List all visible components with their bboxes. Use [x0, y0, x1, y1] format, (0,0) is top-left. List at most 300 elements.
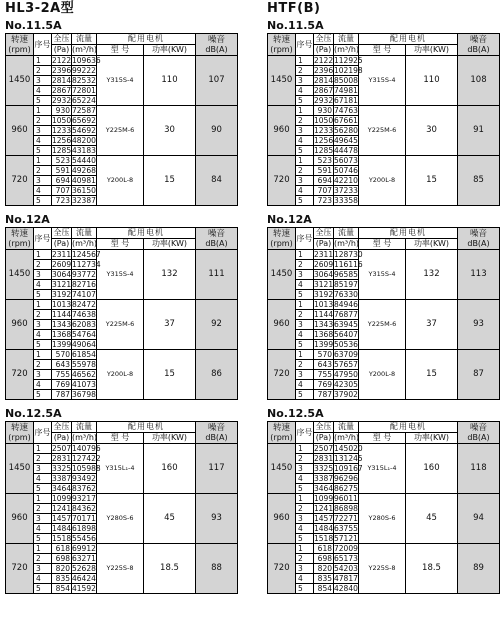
pressure-cell: 755 — [314, 370, 334, 380]
seq-cell: 2 — [296, 454, 314, 464]
rpm-cell: 960 — [6, 106, 34, 156]
pressure-cell: 820 — [314, 564, 334, 574]
flow-header: 流量 — [334, 228, 359, 239]
flow-cell: 140796 — [72, 444, 101, 453]
speed-label: 转速 — [10, 228, 28, 239]
noise-cell: 107 — [196, 56, 238, 106]
seq-cell: 3 — [296, 270, 314, 280]
pressure-cell: 570 — [52, 350, 72, 360]
pressure-cell: 523 — [314, 156, 334, 166]
seq-cell: 2 — [34, 454, 52, 464]
rpm-cell: 960 — [6, 494, 34, 544]
pressure-cell: 694 — [52, 176, 72, 186]
seq-cell: 3 — [296, 176, 314, 186]
flow-unit: (m³/h) — [334, 433, 360, 442]
pressure-cell: 1256 — [52, 136, 72, 145]
speed-label: 转速 — [272, 34, 290, 45]
flow-cell: 109636 — [72, 56, 101, 65]
flow-cell: 86898 — [334, 504, 358, 513]
pressure-cell: 1484 — [314, 524, 334, 533]
pressure-cell: 2311 — [52, 250, 72, 259]
pressure-cell: 3387 — [52, 474, 72, 483]
seq-cell: 2 — [296, 310, 314, 320]
pressure-cell: 570 — [314, 350, 334, 360]
rpm-cell: 720 — [6, 544, 34, 594]
seq-cell: 1 — [34, 156, 52, 166]
rpm-cell: 960 — [268, 300, 296, 350]
seq-cell: 5 — [296, 146, 314, 156]
pressure-cell: 3192 — [52, 290, 72, 299]
seq-cell: 5 — [34, 196, 52, 206]
motor-power-cell: 37 — [144, 300, 196, 350]
flow-cell: 65173 — [334, 554, 358, 563]
motor-group-header: 配用电机 — [97, 422, 196, 433]
rpm-cell: 1450 — [6, 250, 34, 300]
seq-cell: 2 — [296, 116, 314, 126]
pressure-unit: (Pa) — [314, 239, 334, 250]
motor-model-cell: Y315S-4 — [359, 56, 406, 106]
speed-label: 转速 — [10, 34, 28, 45]
speed-header — [268, 422, 296, 444]
seq-cell: 2 — [296, 360, 314, 370]
pressure-cell: 2396 — [52, 66, 72, 75]
motor-power-cell: 18.5 — [406, 544, 458, 594]
motor-power-cell: 37 — [406, 300, 458, 350]
flow-cell: 127422 — [72, 454, 101, 463]
pressure-header: 全压 — [53, 34, 70, 43]
flow-cell: 42840 — [334, 584, 358, 593]
noise-header — [458, 34, 500, 56]
speed-label: 转速 — [272, 422, 290, 433]
pressure-cell: 1343 — [314, 320, 334, 329]
pressure-cell: 3121 — [314, 280, 334, 289]
pressure-cell: 1256 — [314, 136, 334, 145]
pressure-cell: 723 — [314, 196, 334, 206]
performance-table — [5, 421, 238, 594]
performance-table — [5, 227, 238, 400]
pressure-cell: 2396 — [314, 66, 334, 75]
seq-cell: 3 — [296, 514, 314, 524]
table-row — [268, 56, 500, 66]
flow-cell: 49645 — [334, 136, 358, 145]
performance-table — [5, 33, 238, 206]
seq-cell: 3 — [296, 320, 314, 330]
motor-group-header: 配用电机 — [359, 34, 458, 45]
pressure-unit: (Pa) — [52, 45, 72, 56]
pressure-cell: 523 — [52, 156, 72, 166]
motor-power-cell: 160 — [406, 444, 458, 494]
motor-model-cell: Y225S-8 — [359, 544, 406, 594]
pressure-cell: 1233 — [52, 126, 72, 135]
noise-label: 噪音 — [469, 228, 487, 239]
header-row — [6, 34, 238, 45]
flow-cell: 74107 — [72, 290, 96, 299]
flow-cell: 36798 — [72, 390, 96, 399]
seq-cell: 5 — [34, 340, 52, 350]
noise-cell: 118 — [458, 444, 500, 494]
seq-cell: 2 — [296, 554, 314, 564]
flow-cell: 86275 — [334, 484, 358, 493]
motor-model-cell: Y315S-4 — [97, 56, 144, 106]
flow-cell: 56280 — [334, 126, 358, 135]
pressure-cell: 787 — [52, 390, 72, 400]
table-row — [268, 494, 500, 504]
table-row — [268, 250, 500, 260]
pressure-cell: 1457 — [314, 514, 334, 523]
seq-cell: 2 — [34, 66, 52, 76]
speed-unit: (rpm) — [8, 44, 31, 54]
speed-unit: (rpm) — [8, 238, 31, 248]
header-row — [6, 422, 238, 433]
pressure-cell: 591 — [52, 166, 72, 176]
pressure-cell: 2932 — [314, 96, 334, 105]
pressure-cell: 1241 — [52, 504, 72, 513]
motor-model-header: 型 号 — [359, 239, 406, 250]
pressure-cell: 1144 — [314, 310, 334, 319]
noise-cell: 108 — [458, 56, 500, 106]
flow-cell: 37233 — [334, 186, 358, 195]
rpm-cell: 720 — [6, 156, 34, 206]
pressure-unit: (Pa) — [314, 433, 334, 444]
pressure-cell: 854 — [314, 584, 334, 594]
table-row — [6, 544, 238, 554]
pressure-cell: 1343 — [52, 320, 72, 329]
section-title: No.11.5A — [267, 19, 324, 32]
flow-unit: (m³/h) — [334, 45, 360, 54]
pressure-cell: 3192 — [314, 290, 334, 299]
motor-power-cell: 132 — [144, 250, 196, 300]
flow-unit: (m³/h) — [72, 45, 98, 54]
motor-power-cell: 160 — [144, 444, 196, 494]
flow-cell: 70171 — [72, 514, 96, 523]
flow-cell: 32387 — [72, 196, 96, 205]
seq-cell: 1 — [296, 300, 314, 310]
flow-cell: 56407 — [334, 330, 358, 339]
flow-cell: 84362 — [72, 504, 96, 513]
seq-cell: 4 — [34, 380, 52, 390]
speed-label: 转速 — [272, 228, 290, 239]
flow-cell: 72009 — [334, 544, 358, 553]
table-row — [6, 350, 238, 360]
pressure-cell: 3325 — [52, 464, 72, 473]
noise-header — [196, 422, 238, 444]
motor-power-header: 功率(KW) — [406, 45, 458, 56]
flow-cell: 42305 — [334, 380, 358, 389]
seq-cell: 1 — [34, 250, 52, 260]
pressure-cell: 618 — [314, 544, 334, 554]
noise-label: 噪音 — [469, 422, 487, 433]
noise-cell: 93 — [196, 494, 238, 544]
flow-cell: 112734 — [72, 260, 101, 269]
flow-cell: 96296 — [334, 474, 358, 483]
table-row — [268, 444, 500, 454]
speed-header — [268, 34, 296, 56]
flow-header: 流量 — [72, 422, 97, 433]
seq-header: 序号 — [296, 228, 314, 250]
section-title: No.12A — [267, 213, 312, 226]
flow-cell: 48200 — [72, 136, 96, 145]
table-row — [6, 494, 238, 504]
flow-cell: 44478 — [334, 146, 358, 155]
motor-model-cell: Y225M-6 — [359, 106, 406, 156]
flow-cell: 96585 — [334, 270, 358, 279]
flow-cell: 50746 — [334, 166, 358, 175]
noise-cell: 91 — [458, 106, 500, 156]
flow-cell: 46562 — [72, 370, 96, 379]
seq-cell: 3 — [34, 76, 52, 86]
flow-cell: 76330 — [334, 290, 358, 299]
seq-cell: 3 — [296, 464, 314, 474]
seq-header: 序号 — [34, 422, 52, 444]
seq-cell: 1 — [296, 106, 314, 116]
seq-cell: 1 — [296, 494, 314, 504]
seq-cell: 5 — [34, 484, 52, 494]
rpm-cell: 1450 — [6, 56, 34, 106]
pressure-cell: 1099 — [52, 494, 72, 503]
seq-cell: 5 — [296, 290, 314, 300]
flow-cell: 112925 — [334, 56, 363, 65]
pressure-cell: 835 — [52, 574, 72, 584]
pressure-cell: 3325 — [314, 464, 334, 473]
flow-cell: 93217 — [72, 494, 96, 503]
noise-cell: 88 — [196, 544, 238, 594]
pressure-cell: 2311 — [314, 250, 334, 259]
motor-model-header: 型 号 — [97, 45, 144, 56]
flow-cell: 47817 — [334, 574, 358, 583]
pressure-cell: 2867 — [314, 86, 334, 95]
seq-cell: 3 — [34, 320, 52, 330]
table-row — [6, 444, 238, 454]
speed-unit: (rpm) — [270, 238, 293, 248]
rpm-cell: 960 — [268, 106, 296, 156]
motor-model-cell: Y315S-4 — [97, 250, 144, 300]
flow-cell: 65692 — [72, 116, 96, 125]
seq-cell: 3 — [34, 176, 52, 186]
seq-cell: 2 — [34, 260, 52, 270]
seq-cell: 1 — [34, 56, 52, 66]
pressure-cell: 854 — [52, 584, 72, 594]
pressure-cell: 2831 — [52, 454, 72, 463]
seq-cell: 4 — [34, 186, 52, 196]
seq-cell: 1 — [34, 444, 52, 454]
pressure-cell: 930 — [52, 106, 72, 116]
flow-cell: 102198 — [334, 66, 363, 75]
motor-power-cell: 110 — [406, 56, 458, 106]
section-title: No.12A — [5, 213, 50, 226]
flow-cell: 50536 — [334, 340, 358, 349]
seq-cell: 3 — [296, 126, 314, 136]
seq-cell: 5 — [296, 340, 314, 350]
noise-cell: 113 — [458, 250, 500, 300]
flow-cell: 55456 — [72, 534, 96, 543]
seq-cell: 5 — [296, 534, 314, 544]
motor-power-cell: 30 — [406, 106, 458, 156]
seq-cell: 3 — [34, 370, 52, 380]
speed-unit: (rpm) — [270, 44, 293, 54]
seq-cell: 2 — [296, 166, 314, 176]
flow-cell: 52628 — [72, 564, 96, 573]
flow-cell: 54203 — [334, 564, 358, 573]
flow-cell: 96011 — [334, 494, 358, 503]
seq-cell: 4 — [296, 524, 314, 534]
flow-cell: 41592 — [72, 584, 96, 593]
flow-cell: 85197 — [334, 280, 358, 289]
motor-model-cell: Y225S-8 — [97, 544, 144, 594]
pressure-cell: 698 — [52, 554, 72, 564]
motor-model-cell: Y200L-8 — [97, 156, 144, 206]
motor-model-cell: Y200L-8 — [359, 350, 406, 400]
seq-cell: 1 — [34, 300, 52, 310]
pressure-cell: 1050 — [314, 116, 334, 125]
noise-unit: dB(A) — [205, 432, 228, 442]
pressure-cell: 2507 — [314, 444, 334, 453]
seq-cell: 2 — [34, 166, 52, 176]
motor-power-cell: 15 — [144, 350, 196, 400]
noise-label: 噪音 — [207, 34, 225, 45]
pressure-cell: 2507 — [52, 444, 72, 453]
motor-model-cell: Y315L₁-4 — [97, 444, 144, 494]
flow-cell: 63709 — [334, 350, 358, 359]
flow-cell: 54692 — [72, 126, 96, 135]
flow-unit: (m³/h) — [334, 239, 360, 248]
speed-unit: (rpm) — [270, 432, 293, 442]
pressure-cell: 787 — [314, 390, 334, 400]
seq-cell: 2 — [296, 66, 314, 76]
pressure-unit: (Pa) — [52, 433, 72, 444]
flow-cell: 67181 — [334, 96, 358, 105]
flow-cell: 42210 — [334, 176, 358, 185]
seq-cell: 4 — [34, 524, 52, 534]
flow-cell: 37902 — [334, 390, 358, 399]
pressure-cell: 2932 — [52, 96, 72, 105]
seq-cell: 1 — [296, 250, 314, 260]
pressure-cell: 1368 — [314, 330, 334, 339]
flow-cell: 124567 — [72, 250, 101, 259]
noise-cell: 87 — [458, 350, 500, 400]
flow-cell: 74763 — [334, 106, 358, 115]
pressure-cell: 1399 — [52, 340, 72, 349]
seq-cell: 4 — [34, 474, 52, 484]
pressure-cell: 755 — [52, 370, 72, 380]
pressure-cell: 769 — [52, 380, 72, 390]
seq-cell: 4 — [296, 330, 314, 340]
seq-cell: 1 — [34, 494, 52, 504]
flow-unit: (m³/h) — [72, 239, 98, 248]
pressure-cell: 1285 — [52, 146, 72, 155]
rpm-cell: 720 — [268, 544, 296, 594]
pressure-cell: 707 — [52, 186, 72, 196]
pressure-cell: 1144 — [52, 310, 72, 319]
flow-cell: 36150 — [72, 186, 96, 195]
motor-model-cell: Y315L₁-4 — [359, 444, 406, 494]
pressure-cell: 2122 — [314, 56, 334, 65]
flow-cell: 67661 — [334, 116, 358, 125]
pressure-cell: 2609 — [52, 260, 72, 269]
flow-cell: 33358 — [334, 196, 358, 205]
motor-model-header: 型 号 — [359, 45, 406, 56]
flow-cell: 105988 — [72, 464, 101, 473]
flow-cell: 62083 — [72, 320, 96, 329]
seq-cell: 4 — [296, 474, 314, 484]
pressure-cell: 769 — [314, 380, 334, 390]
motor-group-header: 配用电机 — [359, 228, 458, 239]
flow-cell: 93772 — [72, 270, 96, 279]
rpm-cell: 720 — [6, 350, 34, 400]
pressure-cell: 2867 — [52, 86, 72, 95]
table-row — [268, 106, 500, 116]
flow-cell: 74981 — [334, 86, 358, 95]
seq-cell: 3 — [34, 126, 52, 136]
noise-cell: 90 — [196, 106, 238, 156]
seq-cell: 4 — [296, 136, 314, 146]
table-row — [6, 156, 238, 166]
table-row — [268, 544, 500, 554]
seq-cell: 2 — [296, 260, 314, 270]
pressure-cell: 1241 — [314, 504, 334, 513]
pressure-cell: 3064 — [314, 270, 334, 279]
flow-header: 流量 — [334, 34, 359, 45]
speed-header — [268, 228, 296, 250]
pressure-cell: 820 — [52, 564, 72, 574]
pressure-unit: (Pa) — [52, 239, 72, 250]
pressure-cell: 618 — [52, 544, 72, 554]
seq-cell: 1 — [296, 444, 314, 454]
seq-cell: 5 — [296, 390, 314, 400]
motor-power-header: 功率(KW) — [144, 45, 196, 56]
pressure-cell: 723 — [52, 196, 72, 206]
motor-power-cell: 15 — [144, 156, 196, 206]
flow-cell: 41073 — [72, 380, 96, 389]
noise-cell: 93 — [458, 300, 500, 350]
flow-cell: 84946 — [334, 300, 358, 309]
pressure-cell: 1233 — [314, 126, 334, 135]
seq-cell: 3 — [34, 514, 52, 524]
motor-model-header: 型 号 — [97, 433, 144, 444]
rpm-cell: 1450 — [268, 444, 296, 494]
noise-cell: 117 — [196, 444, 238, 494]
pressure-cell: 707 — [314, 186, 334, 196]
seq-cell: 4 — [296, 186, 314, 196]
noise-cell: 86 — [196, 350, 238, 400]
flow-cell: 72801 — [72, 86, 96, 95]
performance-table — [267, 421, 500, 594]
pressure-cell: 3121 — [52, 280, 72, 289]
pressure-header: 全压 — [53, 422, 70, 431]
seq-cell: 2 — [34, 360, 52, 370]
seq-cell: 1 — [296, 56, 314, 66]
motor-power-cell: 18.5 — [144, 544, 196, 594]
noise-unit: dB(A) — [467, 432, 490, 442]
motor-model-cell: Y280S-6 — [97, 494, 144, 544]
motor-model-cell: Y200L-8 — [359, 156, 406, 206]
performance-table — [267, 33, 500, 206]
flow-cell: 61898 — [72, 524, 96, 533]
flow-cell: 61854 — [72, 350, 96, 359]
seq-cell: 5 — [296, 196, 314, 206]
speed-header — [6, 34, 34, 56]
pressure-cell: 1484 — [52, 524, 72, 533]
flow-cell: 83762 — [72, 484, 96, 493]
noise-unit: dB(A) — [205, 238, 228, 248]
pressure-cell: 3464 — [314, 484, 334, 493]
flow-cell: 54764 — [72, 330, 96, 339]
seq-cell: 5 — [34, 146, 52, 156]
pressure-cell: 2122 — [52, 56, 72, 65]
seq-cell: 4 — [34, 574, 52, 584]
motor-power-cell: 110 — [144, 56, 196, 106]
pressure-cell: 643 — [314, 360, 334, 370]
pressure-header: 全压 — [315, 422, 332, 431]
